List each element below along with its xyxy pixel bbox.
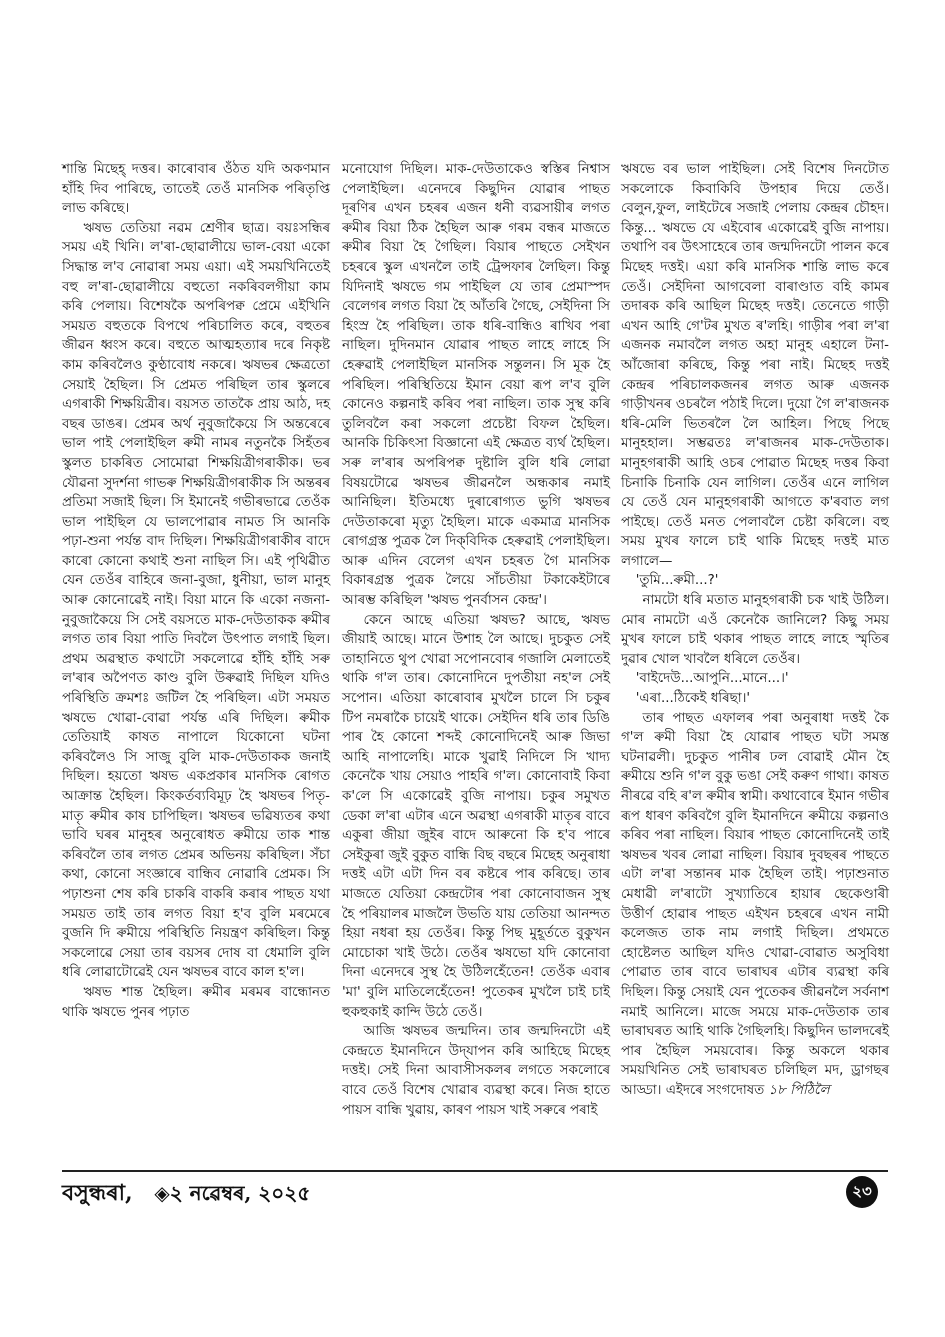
paragraph: ঋষভে বৰ ভাল পাইছিল। সেই বিশেষ দিনটোত সকলোকে কিবাকিবি উপহাৰ দিয়ে তেওঁ। বেলুন,ফুল, লাইটেৰে সজাই পেলায় কেন্দ্ৰৰ চৌহদ। কিন্তু... ঋষভে যে এইবোৰ একোৱেই বুজি নাপায়। তথাপি বৰ উৎসাহেৰে তাৰ জন্মদিনটো পালন কৰে মিছেহ দত্তই। এয়া কৰি মানসিক শান্তি লাভ কৰে তেওঁ। সেইদিনা আগবেলা বাৰাণ্ডাত বহি কামৰ তদাৰক কৰি আছিল মিছেহ দত্তই। তেনেতে গাড়ী এখন আহি গে'টৰ মুখত ৰ'লহি। গাড়ীৰ পৰা ল'ৰা এজনক নমাবলৈ লগত অহা মানুহ এহালে টনা-আঁজোৰা কৰিছে, কিন্তু পৰা নাই। মিছেহ দত্তই কেন্দ্ৰৰ পৰিচালকজনৰ লগত আৰু এজনক গাড়ীখনৰ ওচৰলৈ পঠাই দিলে। দুয়ো গৈ ল'ৰাজনক ধৰি-মেলি ভিতৰলৈ লৈ আহিল। পিছে পিছে মানুহহাল। সম্ভৱতঃ ল'ৰাজনৰ মাক-দেউতাক। মানুহগৰাকী আহি ওচৰ পোৱাত মিছেহ দত্তৰ কিবা চিনাকি চিনাকি যেন লাগিল। তেওঁৰ এনে লাগিল যে তেওঁ যেন মানুহগৰাকী আগতে ক'ৰবাত লগ পাইছে। তেওঁ মনত পেলাবলৈ চেষ্টা কৰিলে। বহু সময় মুখৰ ফালে চাই থাকি মিছেহ দত্তই মাত লগালে—: [621, 162, 889, 569]
issue-date: ◈২ নৱেম্বৰ, ২০২৫: [154, 1181, 311, 1205]
paragraph: ঋষভ তেতিয়া নৱম শ্ৰেণীৰ ছাত্ৰ। বয়ঃসন্ধিৰ সময় এই খিনি। ল'ৰা-ছোৱালীয়ে ভাল-বেয়া একো সিদ্ধান্ত ল'ব নোৱাৰা সময় এয়া। এই সময়খিনিতেই বহু ল'ৰা-ছোৱালীয়ে বহুতো নকৰিবলগীয়া কাম কৰি পেলায়। বিশেষকৈ অপৰিপক্ব প্ৰেমে এইখিনি সময়ত বহুতকে বিপথে পৰিচালিত কৰে, বহুতৰ জীৱন ধ্বংস কৰে। বহুতে আত্মহত্যাৰ দৰে নিকৃষ্ট কাম কৰিবলৈও কুণ্ঠাবোধ নকৰে। ঋষভৰ ক্ষেত্ৰতো সেয়াই হৈছিল। সি প্ৰেমত পৰিছিল তাৰ স্কুলৰে এগৰাকী শিক্ষয়িত্ৰীৰ। বয়সত তাতকৈ প্ৰায় আঠ, দহ বছৰ ডাঙৰ। প্ৰেমৰ অৰ্থ নুবুজাকৈয়ে সি অন্তৰেৰে ভাল পাই পেলাইছিল ৰুমী নামৰ নতুনকৈ সিহঁতৰ স্কুলত চাকৰিত সোমোৱা শিক্ষয়িত্ৰীগৰাকীক। ভৰ যৌৱনা সুদৰ্শনা গাভৰু শিক্ষয়িত্ৰীগৰাকীক সি অন্তৰৰ প্ৰতিমা সজাই ছিল। সি ইমানেই গভীৰভাৱে তেওঁক ভাল পাইছিল যে ভালপোৱাৰ নামত সি আনকি পঢ়া-শুনা পৰ্যন্ত বাদ দিছিল। শিক্ষয়িত্ৰীগৰাকীৰ বাদে কাৰো কোনো কথাই শুনা নাছিল সি। এই পৃথিৱীত যেন তেওঁৰ বাহিৰে জনা-বুজা, ধুনীয়া, ভাল মানুহ আৰু কোনোৱেই নাই। বিয়া মানে কি একো নজনা-নুবুজাকৈয়ে সি সেই বয়সতে মাক-দেউতাকক ৰুমীৰ লগত তাৰ বিয়া পাতি দিবলৈ উৎপাত লগাই ছিল। প্ৰথম অৱস্থাত কথাটো সকলোৱে হাঁহি হাঁহি সৰু ল'ৰাৰ অপৈণত কাণ্ড বুলি উৰুৱাই দিছিল যদিও পৰিস্থিতি ক্ৰমশঃ জটিল হৈ পৰিছিল। এটা সময়ত ঋষভে খোৱা-বোৱা পৰ্যন্ত এৰি দিছিল। ৰুমীক তেতিয়াই কাষত নাপালে যিকোনো ঘটনা কৰিবলৈও সি সাজু বুলি মাক-দেউতাকক জনাই দিছিল। হয়তো ঋষভ একপ্ৰকাৰ মানসিক ৰোগত আক্ৰান্ত হৈছিল। কিংকৰ্তব্যবিমূঢ় হৈ ঋষভৰ পিতৃ-মাতৃ ৰুমীৰ কাষ চাপিছিল। ঋষভৰ ভৱিষ্যতৰ কথা ভাবি ঘৰৰ মানুহৰ অনুৰোধত ৰুমীয়ে তাক শান্ত কৰিবলৈ তাৰ লগত প্ৰেমৰ অভিনয় কৰিছিল। সঁচা কথা, কোনো সংজ্ঞাৰে বান্ধিব নোৱাৰি প্ৰেমক। সি পঢ়াশুনা শেষ কৰি চাকৰি বাকৰি কৰাৰ পাছত যথা সময়ত তাই তাৰ লগত বিয়া হ'ব বুলি মৰমেৰে বুজনি দি ৰুমীয়ে পৰিস্থিতি নিয়ন্ত্ৰণ কৰিছিল। কিন্তু সকলোৱে সেয়া তাৰ বয়সৰ দোষ বা ধেমালি বুলি ধৰি লোৱাটোৱেই যেন ঋষভৰ বাবে কাল হ'ল।: [62, 220, 330, 981]
paragraph-text: তাৰ পাছত এফালৰ পৰা অনুৰাধা দত্তই কৈ গ'ল ৰুমী বিয়া হৈ যোৱাৰ পাছত ঘটা সমস্ত ঘটনাৱলী। দুচকুত পানীৰ ঢল বোৱাই মৌন হৈ ৰুমীয়ে শুনি গ'ল বুকু ভঙা সেই কৰুণ গাথা। কাষত নীৰৱে বহি ৰ'ল ৰুমীৰ স্বামী। কথাবোৰে ইমান গভীৰ ৰূপ ধাৰণ কৰিবগৈ বুলি ইমানদিনে ৰুমীয়ে কল্পনাও কৰিব পৰা নাছিল। বিয়াৰ পাছত কোনোদিনেই তাই ঋষভৰ খবৰ লোৱা নাছিল। বিয়াৰ দুবছৰৰ পাছতে এটা ল'ৰা সন্তানৰ মাক হৈছিল তাই। পঢ়াশুনাত মেধাৱী ল'ৰাটো সুখ্যাতিৰে হায়াৰ ছেকেণ্ডাৰী উত্তীৰ্ণ হোৱাৰ পাছত এইখন চহৰৰে এখন নামী কলেজত তাক নাম লগাই দিছিল। প্ৰথমতে হোষ্টেলত আছিল যদিও খোৱা-বোৱাত অসুবিধা পোৱাত তাৰ বাবে ভাৰাঘৰ এটাৰ ব্যৱস্থা কৰি দিছিল। কিন্তু সেয়াই যেন পুতেকৰ জীৱনলৈ সৰ্বনাশ নমাই আনিলে। মাজে সময়ে মাক-দেউতাক তাৰ ভাৰাঘৰত আহি থাকি গৈছিলহি। কিছুদিন ভালদৰেই পাৰ হৈছিল সময়বোৰ। কিন্তু অকলে থকাৰ সময়খিনিত সেই ভাৰাঘৰত চলিছিল মদ, ড্ৰাগছৰ আড্ডা। এইদৰে সংগদোষত: [621, 710, 889, 1098]
paragraph: মনোযোগ দিছিল। মাক-দেউতাকেও স্বস্তিৰ নিশ্বাস পেলাইছিল। এনেদৰে কিছুদিন যোৱাৰ পাছত দূৰণিৰ এখন চহৰৰ এজন ধনী ব্যৱসায়ীৰ লগত ৰুমীৰ বিয়া ঠিক হৈছিল আৰু গৰম বন্ধৰ মাজতে ৰুমীৰ বিয়া হৈ গৈছিল। বিয়াৰ পাছতে সেইখন চহৰৰে স্কুল এখনলৈ তাই ট্ৰেন্সফাৰ লৈছিল। কিন্তু যিদিনাই ঋষভে গম পাইছিল যে তাৰ প্ৰেমাস্পদ বেলেগৰ লগত বিয়া হৈ আঁতৰি গৈছে, সেইদিনা সি হিংস্ৰ হৈ পৰিছিল। তাক ধৰি-বান্ধিও ৰাখিব পৰা নাছিল। দুদিনমান যোৱাৰ পাছত লাহে লাহে সি হেৰুৱাই পেলাইছিল মানসিক সন্তুলন। সি মূক হৈ পৰিছিল। পৰিস্থিতিয়ে ইমান বেয়া ৰূপ ল'ব বুলি কোনেও কল্পনাই কৰিব পৰা নাছিল। তাক সুস্থ কৰি তুলিবলৈ কৰা সকলো প্ৰচেষ্টা বিফল হৈছিল। আনকি চিকিৎসা বিজ্ঞানো এই ক্ষেত্ৰত ব্যৰ্থ হৈছিল। সৰু ল'ৰাৰ অপৰিপক্ব দুষ্টালি বুলি ধৰি লোৱা বিষয়টোৱে ঋষভৰ জীৱনলৈ অন্ধকাৰ নমাই আনিছিল। ইতিমধ্যে দুৰাৰোগ্যত ভুগি ঋষভৰ দেউতাকৰো মৃত্যু হৈছিল। মাকে একমাত্ৰ মানসিক ৰোগগ্ৰস্ত পুত্ৰক লৈ দিক্‌বিদিক হেৰুৱাই পেলাইছিল। আৰু এদিন বেলেগ এখন চহৰত গৈ মানসিক বিকাৰগ্ৰস্ত পুত্ৰক লৈয়ে সাঁচতীয়া টকাকেইটাৰে আৰম্ভ কৰিছিল 'ঋষভ পুনৰ্বাসন কেন্দ্ৰ'।: [342, 162, 610, 609]
paragraph: শান্তি মিছেহ্ দত্তৰ। কাৰোবাৰ ওঁঠত যদি অকণমান হাঁহি দিব পাৰিছে, তাতেই তেওঁ মানসিক পৰিতৃপ্তি লাভ কৰিছে।: [62, 162, 330, 217]
dialogue-line: 'বাইদেউ...আপুনি...মানে...।': [635, 671, 789, 687]
paragraph: কেনে আছে এতিয়া ঋষভ? আছে, ঋষভ জীয়াই আছে। মানে উশাহ লৈ আছে। দুচকুত সেই তাহানিতে থুপ খোৱা সপোনবোৰ গজালি মেলাতেই থাকি গ'ল তাৰ। কোনোদিনে দুপতীয়া নহ'ল সেই সপোন। এতিয়া কাৰোবাৰ মুখলৈ চালে সি চকুৰ টিপ নমৰাকৈ চায়েই থাকে। সেইদিন ধৰি তাৰ ডিঙি পাৰ হৈ কোনো শব্দই কোনোদিনেই আৰু জিভা আহি নাপালেহি। মাকে খুৱাই নিদিলে সি খাদ্য কেনেকৈ খায় সেয়াও পাহৰি গ'ল। কোনোবাই কিবা ক'লে সি একোৱেই বুজি নাপায়। চকুৰ সমুখত ডেকা ল'ৰা এটাৰ এনে অৱস্থা এগৰাকী মাতৃৰ বাবে একুৰা জীয়া জুইৰ বাদে আৰুনো কি হ'ব পাৰে সেইকুৰা জুই বুকুত বান্ধি বিছ বছৰে মিছেহ অনুৰাধা দত্তই এটা এটা দিন বৰ কষ্টৰে পাৰ কৰিছে। তাৰ মাজতে যেতিয়া কেন্দ্ৰটোৰ পৰা কোনোবাজন সুস্থ হৈ পৰিয়ালৰ মাজলৈ উভতি যায় তেতিয়া আনন্দত হিয়া নধৰা হয় তেওঁৰ। কিন্তু পিছ মুহূৰ্ততে বুকুখন মোচোকা খাই উঠে। তেওঁৰ ঋষভো যদি কোনোবা দিনা এনেদৰে সুস্থ হৈ উঠিলহেঁতেন! তেওঁক এবাৰ 'মা' বুলি মাতিলেহেঁতেন! পুতেকৰ মুখলৈ চাই চাই হুকহুকাই কান্দি উঠে তেওঁ।: [342, 612, 610, 1020]
paragraph: আজি ঋষভৰ জন্মদিন। তাৰ জন্মদিনটো এই কেন্দ্ৰতে ইমানদিনে উদ্‌যাপন কৰি আহিছে মিছেহ দত্তই। সেই দিনা আবাসীসকলৰ লগতে সকলোৰে বাবে তেওঁ বিশেষ খোৱাৰ ব্যৱস্থা কৰে। নিজ হাতে পায়স বান্ধি খুৱায়, কাৰণ পায়স খাই সৰুৰে পৰাই: [342, 1024, 610, 1118]
footer-divider: [62, 1170, 888, 1172]
article-column-2: [342, 160, 610, 1120]
page-footer: [62, 1176, 310, 1213]
article-column-1: [62, 160, 330, 1022]
article-column-3: [621, 160, 889, 1101]
page-number: ২৩: [846, 1176, 878, 1208]
dialogue-line: 'এৰা...ঠিকেই ধৰিছা।': [635, 691, 751, 707]
magazine-name: বসুন্ধৰা,: [62, 1180, 133, 1206]
paragraph: ঋষভ শান্ত হৈছিল। ৰুমীৰ মৰমৰ বান্ধোনত থাকি ঋষভে পুনৰ পঢ়াত: [62, 984, 330, 1020]
paragraph: [621, 709, 889, 1101]
dialogue-line: 'তুমি...ৰুমী...?': [635, 573, 719, 589]
paragraph: নামটো ধৰি মতাত মানুহগৰাকী চক খাই উঠিল। মোৰ নামটো এওঁ কেনেকৈ জানিলে? কিছু সময় মুখৰ ফালে চাই থকাৰ পাছত লাহে লাহে স্মৃতিৰ দুৱাৰ খোল খাবলৈ ধৰিলে তেওঁৰ।: [621, 593, 889, 667]
continued-on-page: ১৮ পিঠিলৈ: [768, 1082, 830, 1098]
